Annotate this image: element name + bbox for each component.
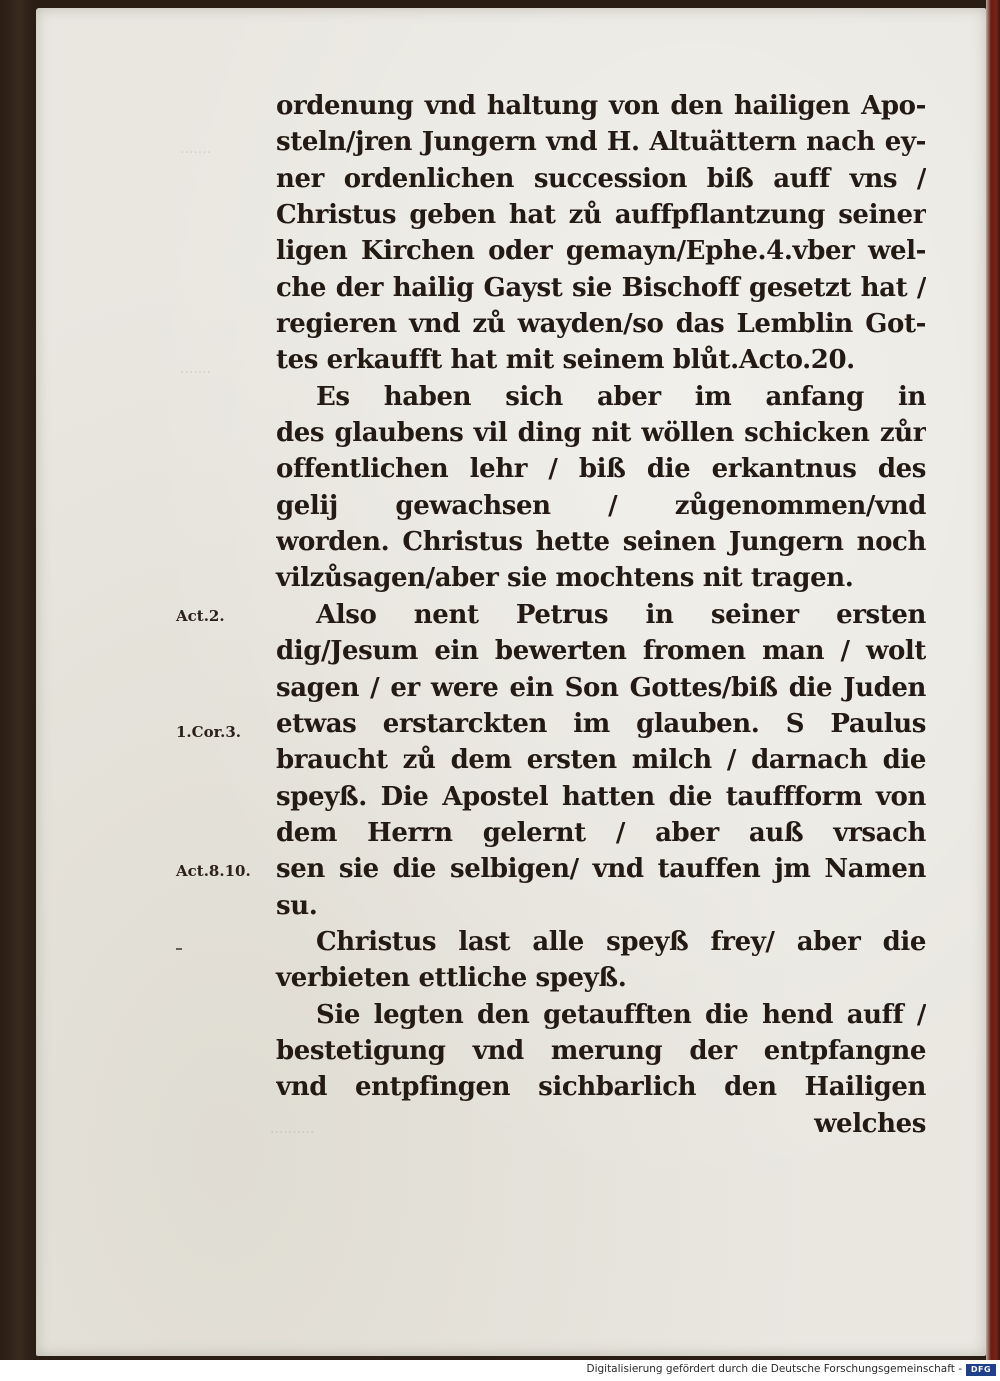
show-through-mark: ······· (180, 365, 212, 381)
text-line: des glaubens vil ding nit wöllen schicken zůr (276, 418, 926, 449)
page-body-text (276, 88, 926, 1142)
text-line: braucht zů dem ersten milch / darnach die (276, 745, 926, 776)
margin-note-1-cor-3: 1.Cor.3. (176, 723, 242, 741)
text-line: gelij gewachsen / zůgenommen/vnd (276, 490, 926, 521)
text-line: regieren vnd zů wayden/so das Lemblin Got- (276, 309, 926, 340)
text-line: dem Herrn gelernt / aber auß vrsach (276, 817, 926, 848)
text-line: Also nent Petrus in seiner ersten (316, 599, 926, 630)
text-line: Christus last alle speyß frey/ aber die (316, 926, 926, 957)
text-line: speyß. Die Apostel hatten die tauffform von (276, 781, 926, 812)
show-through-mark: ······· (180, 145, 212, 161)
text-line: Christus geben hat zů auffpflantzung seiner (276, 200, 926, 231)
margin-dash-mark (176, 948, 182, 950)
margin-note-act-8-10: Act.8.10. (176, 862, 251, 880)
text-line: su. (276, 890, 318, 921)
footer-bar (0, 1360, 1000, 1381)
text-line: tes erkaufft hat mit seinem blůt.Acto.20. (276, 345, 855, 376)
text-line: steln/jren Jungern vnd H. Altuättern nach ey- (276, 127, 926, 158)
text-line: ligen Kirchen oder gemayn/Ephe.4.vber wel- (276, 236, 926, 267)
text-line: Sie legten den getaufften die hend auff / (316, 999, 926, 1030)
text-line: che der hailig Gayst sie Bischoff gesetzt hat / (276, 272, 926, 303)
text-line: bestetigung vnd merung der entpfangne (276, 1035, 926, 1066)
text-line: vnd entpfingen sichbarlich den Hailigen (276, 1072, 926, 1103)
text-line: verbieten ettliche speyß. (276, 963, 627, 994)
text-line: ner ordenlichen succession biß auff vns / (276, 163, 926, 194)
text-line: ordenung vnd haltung von den hailigen Apo- (276, 91, 926, 121)
catchword: welches (814, 1108, 926, 1139)
book-binding-edge (986, 0, 1000, 1360)
text-line: dig/Jesum ein bewerten fromen man / wolt (276, 636, 926, 667)
text-line: etwas erstarckten im glauben. S Paulus (276, 708, 926, 739)
margin-note-act-2: Act.2. (176, 607, 225, 625)
footer-credit: Digitalisierung gefördert durch die Deutsche Forschungsgemeinschaft - (586, 1363, 962, 1375)
show-through-mark: ·········· (270, 1125, 315, 1141)
text-line: offentlichen lehr / biß die erkantnus des (276, 454, 926, 485)
text-line: vilzůsagen/aber sie mochtens nit tragen. (276, 563, 854, 594)
text-line: worden. Christus hette seinen Jungern noch (276, 527, 926, 558)
dfg-logo: DFG (966, 1364, 996, 1376)
text-line: sen sie die selbigen/ vnd tauffen jm Namen (276, 854, 926, 885)
text-line: Es haben sich aber im anfang in (316, 381, 926, 412)
text-line: sagen / er were ein Son Gottes/biß die Juden (276, 672, 926, 703)
